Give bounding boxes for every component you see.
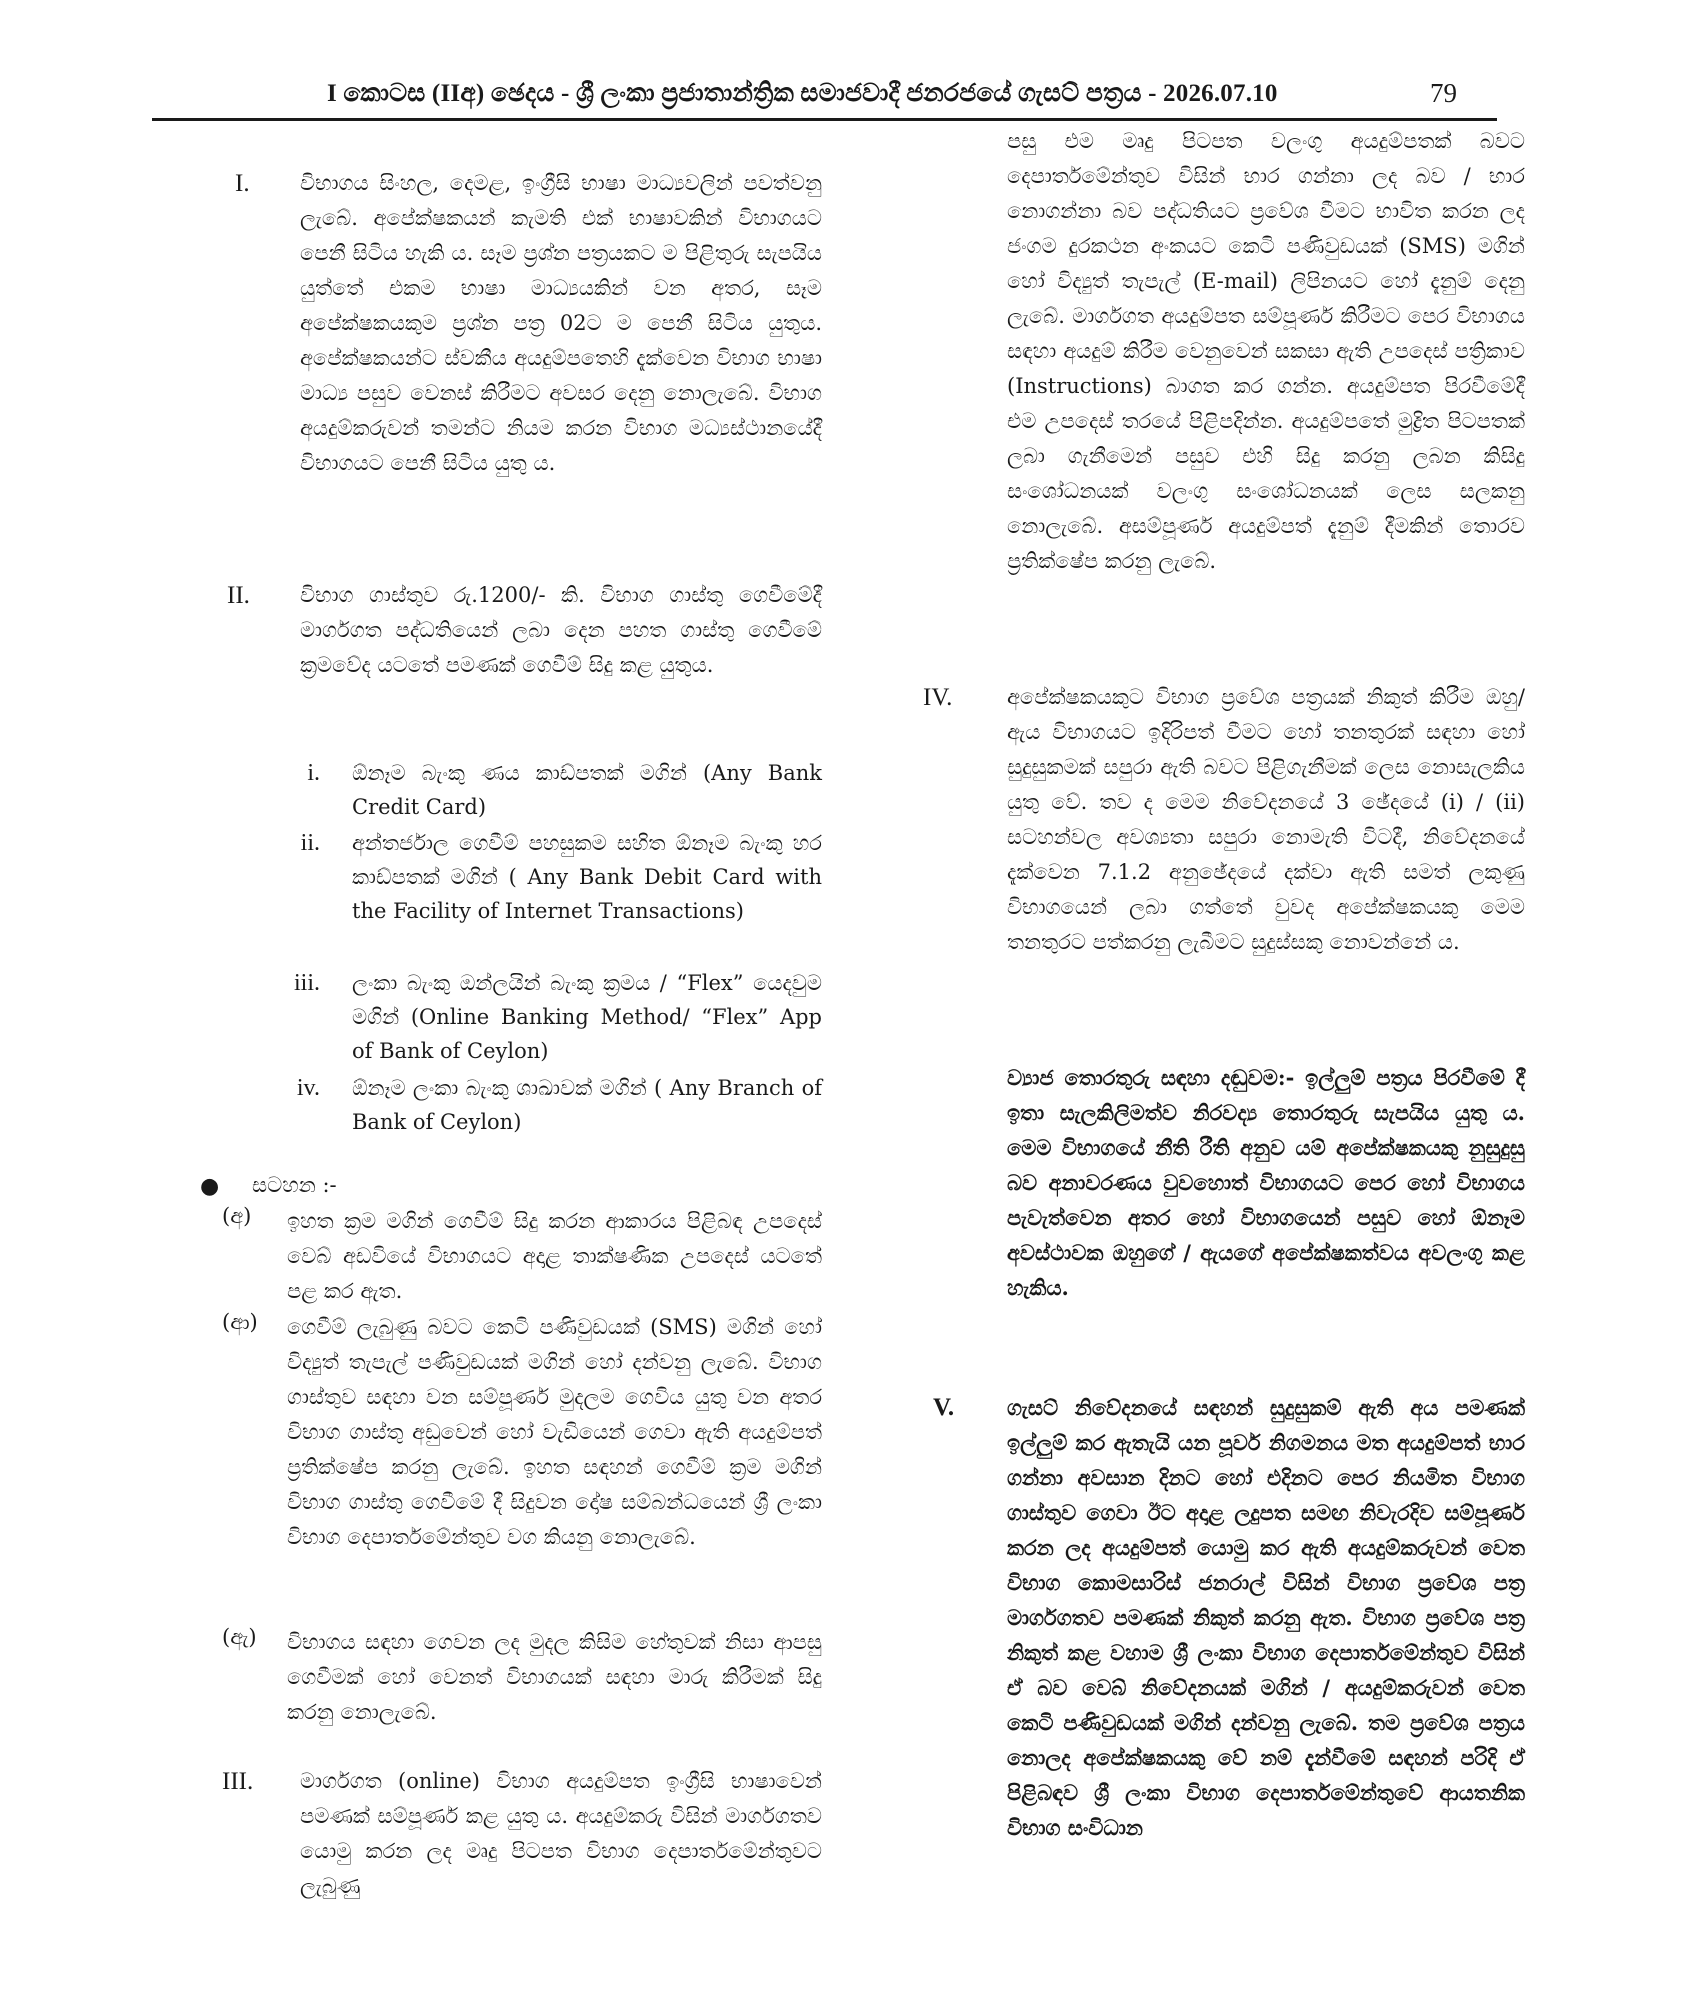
method-text: ලංකා බැංකු ඔන්ලයින් බැංකු ක්‍රමය / “Flex” යෙදවුම මගින් (Online Banking Method/ “Flex” App of Bank of Ceylon)	[352, 971, 822, 1063]
header-rule	[152, 118, 1497, 121]
bullet-icon: ●	[200, 1174, 220, 1199]
false-information-warning: ව්‍යාජ තොරතුරු සඳහා දඬුවම:- ඉල්ලුම් පත්‍රය පිරවීමේ දී ඉතා සැලකිලිමත්ව නිරවද්‍ය තොරතුරු සැපයිය යුතු ය. මෙම විභාගයේ නීති රීති අනුව යම් අපේක්ෂකයකු නුසුදුසු බව අනාවරණය වුවහොත් විභාගයට පෙර හෝ විභාගය පැවැත්වෙන අතර හෝ විභාගයෙන් පසුව හෝ ඕනෑම අවස්ථාවක ඔහුගේ / ඇයගේ අපේක්ෂකත්වය අවලංගු කළ හැකිය.	[1007, 1065, 1525, 1300]
note-text: ඉහත ක්‍රම මගින් ගෙවීම් සිදු කරන ආකාරය පිළිබඳ උපදෙස් වෙබ් අඩවියේ විභාගයට අදාළ තාක්ෂණික උපදෙස් යටතේ පළ කර ඇත.	[287, 1209, 822, 1303]
method-text: ඕනෑම ලංකා බැංකු ශාඛාවක් මගින් ( Any Branch of Bank of Ceylon)	[352, 1076, 822, 1134]
method-number: iii.	[293, 970, 320, 996]
section-number: I.	[235, 170, 250, 197]
section-i-text: විභාගය සිංහල, දෙමළ, ඉංග්‍රීසි භාෂා මාධ්‍යවලින් පවත්වනු ලැබේ. අපේක්ෂකයන් කැමති එක් භාෂාවකින් විභාගයට පෙනී සිටිය හැකි ය. සෑම ප්‍රශ්න පත්‍රයකට ම පිළිතුරු සැපයිය යුත්තේ එකම භාෂා මාධ්‍යයකින් වන අතර, සෑම අපේක්ෂකයකුම ප්‍රශ්න පත්‍ර 02ට ම පෙනී සිටිය යුතුය. අපේක්ෂකයන්ට ස්වකීය අයදුම්පතෙහි දැක්වෙන විභාග භාෂා මාධ්‍ය පසුව වෙනස් කිරීමට අවසර දෙනු නොලැබේ. විභාග අයදුම්කරුවන් තමන්ට නියම කරන විභාග මධ්‍යස්ථානයේදී විභාගයට පෙනී සිටිය යුතු ය.	[300, 171, 822, 475]
section-ii-text: විභාග ගාස්තුව රු.1200/- කි. විභාග ගාස්තු ගෙවීමේදී මාර්ගගත පද්ධතියෙන් ලබා දෙන පහත ගාස්තු ගෙවීමේ ක්‍රමවේද යටතේ පමණක් ගෙවීම් සිදු කළ යුතුය.	[300, 583, 822, 677]
section-number: V.	[933, 1394, 955, 1421]
method-text: ඕනෑම බැංකු ණය කාඩ්පතක් මගින් (Any Bank Credit Card)	[352, 761, 822, 819]
note-label: (අ)	[222, 1204, 252, 1228]
section-iii-text: මාර්ගගත (online) විභාග අයදුම්පත ඉංග්‍රීසි භාෂාවෙන් පමණක් සම්පූර්ණ කළ යුතු ය. අයදුම්කරු විසින් මාර්ගගතව යොමු කරන ලද මෘදු පිටපත විභාග දෙපාර්තමේන්තුවට ලැබුණු	[300, 1769, 822, 1898]
section-number: III.	[222, 1768, 254, 1795]
note-text: විභාගය සඳහා ගෙවන ලද මුදල කිසිම හේතුවක් නිසා ආපසු ගෙවීමක් හෝ වෙනත් විභාගයක් සඳහා මාරු කිරීමක් සිදු කරනු නොලැබේ.	[287, 1630, 822, 1724]
section-number: IV.	[923, 684, 953, 711]
page-number: 79	[1430, 78, 1457, 108]
method-number: iv.	[296, 1075, 320, 1101]
method-number: i.	[307, 760, 320, 786]
note-heading: සටහන :-	[252, 1173, 337, 1197]
note-label: (ආ)	[222, 1310, 258, 1334]
method-text: අන්තර්ජාල ගෙවීම් පහසුකම සහිත ඕනෑම බැංකු හර කාඩ්පතක් මගින් ( Any Bank Debit Card with the Facility of Internet Transactions)	[352, 831, 822, 923]
section-v-text: ගැසට් නිවේදනයේ සඳහන් සුදුසුකම් ඇති අය පමණක් ඉල්ලුම් කර ඇතැයි යන පූර්ව නිගමනය මත අයදුම්පත් භාර ගන්නා අවසාන දිනට හෝ එදිනට පෙර නියමිත විභාග ගාස්තුව ගෙවා ඊට අදාළ ලදුපත සමඟ නිවැරදිව සම්පූර්ණ කරන ලද අයදුම්පත් යොමු කර ඇති අයදුම්කරුවන් වෙත විභාග කොමසාරිස් ජනරාල් විසින් විභාග ප්‍රවේශ පත්‍ර මාර්ගගතව පමණක් නිකුත් කරනු ඇත. විභාග ප්‍රවේශ පත්‍ර නිකුත් කළ වහාම ශ්‍රී ලංකා විභාග දෙපාර්තමේන්තුව විසින් ඒ බව වෙබ් නිවේදනයක් මගින් / අයදුම්කරුවන් වෙත කෙටි පණිවුඩයක් මගින් දන්වනු ලැබේ. තම ප්‍රවේශ පත්‍රය නොලද අපේක්ෂකයකු වේ නම් දැන්වීමේ සඳහන් පරිදි ඒ පිළිබඳව ශ්‍රී ලංකා විභාග දෙපාර්තමේන්තුවේ ආයතනික විභාග සංවිධාන	[1007, 1395, 1525, 1840]
section-iv-text: අපේක්ෂකයකුට විභාග ප්‍රවේශ පත්‍රයක් නිකුත් කිරීම ඔහු/ ඇය විභාගයට ඉදිරිපත් වීමට හෝ තනතුරක් සඳහා හෝ සුදුසුකමක් සපුරා ඇති බවට පිළිගැනීමක් ලෙස නොසැලකිය යුතු වේ. තව ද මෙම නිවේදනයේ 3 ඡේදයේ (i) / (ii) සටහන්වල අවශ්‍යතා සපුරා නොමැති විටදී, නිවේදනයේ දැක්වෙන 7.1.2 අනුඡේදයේ දක්වා ඇති සමත් ලකුණු විභාගයෙන් ලබා ගත්තේ වුවද අපේක්ෂකයකු මෙම තනතුරට පත්කරනු ලැබීමට සුදුස්සකු නොවන්නේ ය.	[1007, 685, 1525, 954]
note-label: (ඇ)	[222, 1625, 257, 1649]
gazette-header-title: I කොටස (IIඅ) ඡෙදය - ශ්‍රී ලංකා ප්‍රජාතාන්ත්‍රික සමාජවාදී ජනරජයේ ගැසට් පත්‍රය - 2026.07.10	[327, 80, 1278, 107]
section-iii-continued-text: පසු එම මෘදු පිටපත වලංගු අයදුම්පතක් බවට දෙපාර්තමේන්තුව විසින් භාර ගන්නා ලද බව / භාර නොගන්නා බව පද්ධතියට ප්‍රවේශ වීමට භාවිත කරන ලද ජංගම දුරකථන අංකයට කෙටි පණිවුඩයක් (SMS) මගින් හෝ විද්‍යුත් තැපැල් (E-mail) ලිපිනයට හෝ දැනුම් දෙනු ලැබේ. මාර්ගගත අයදුම්පත සම්පූර්ණ කිරීමට පෙර විභාගය සඳහා අයදුම් කිරීම වෙනුවෙන් සකසා ඇති උපදෙස් පත්‍රිකාව (Instructions) බාගත කර ගන්න. අයදුම්පත පිරවීමේදී එම උපදෙස් තරයේ පිළිපදින්න. අයදුම්පතේ මුද්‍රිත පිටපතක් ලබා ගැනීමෙන් පසුව එහි සිදු කරනු ලබන කිසිදු සංශෝධනයක් වලංගු සංශෝධනයක් ලෙස සලකනු නොලැබේ. අසම්පූර්ණ අයදුම්පත් දැනුම් දීමකින් තොරව ප්‍රතික්ෂේප කරනු ලැබේ.	[1007, 129, 1525, 573]
method-number: ii.	[300, 830, 320, 856]
section-number: II.	[227, 582, 250, 609]
note-text: ගෙවීම් ලැබුණු බවට කෙටි පණිවුඩයක් (SMS) මගින් හෝ විද්‍යුත් තැපැල් පණිවුඩයක් මගින් හෝ දන්වනු ලැබේ. විභාග ගාස්තුව සඳහා වන සම්පූර්ණ මුදලම ගෙවිය යුතු වන අතර විභාග ගාස්තු අඩුවෙන් හෝ වැඩියෙන් ගෙවා ඇති අයදුම්පත් ප්‍රතික්ෂේප කරනු ලැබේ. ඉහත සඳහන් ගෙවීම් ක්‍රම මගින් විභාග ගාස්තු ගෙවීමේ දී සිදුවන දෝෂ සම්බන්ධයෙන් ශ්‍රී ලංකා විභාග දෙපාර්තමේන්තුව වග කියනු නොලැබේ.	[287, 1315, 822, 1549]
page-header	[152, 80, 1497, 122]
